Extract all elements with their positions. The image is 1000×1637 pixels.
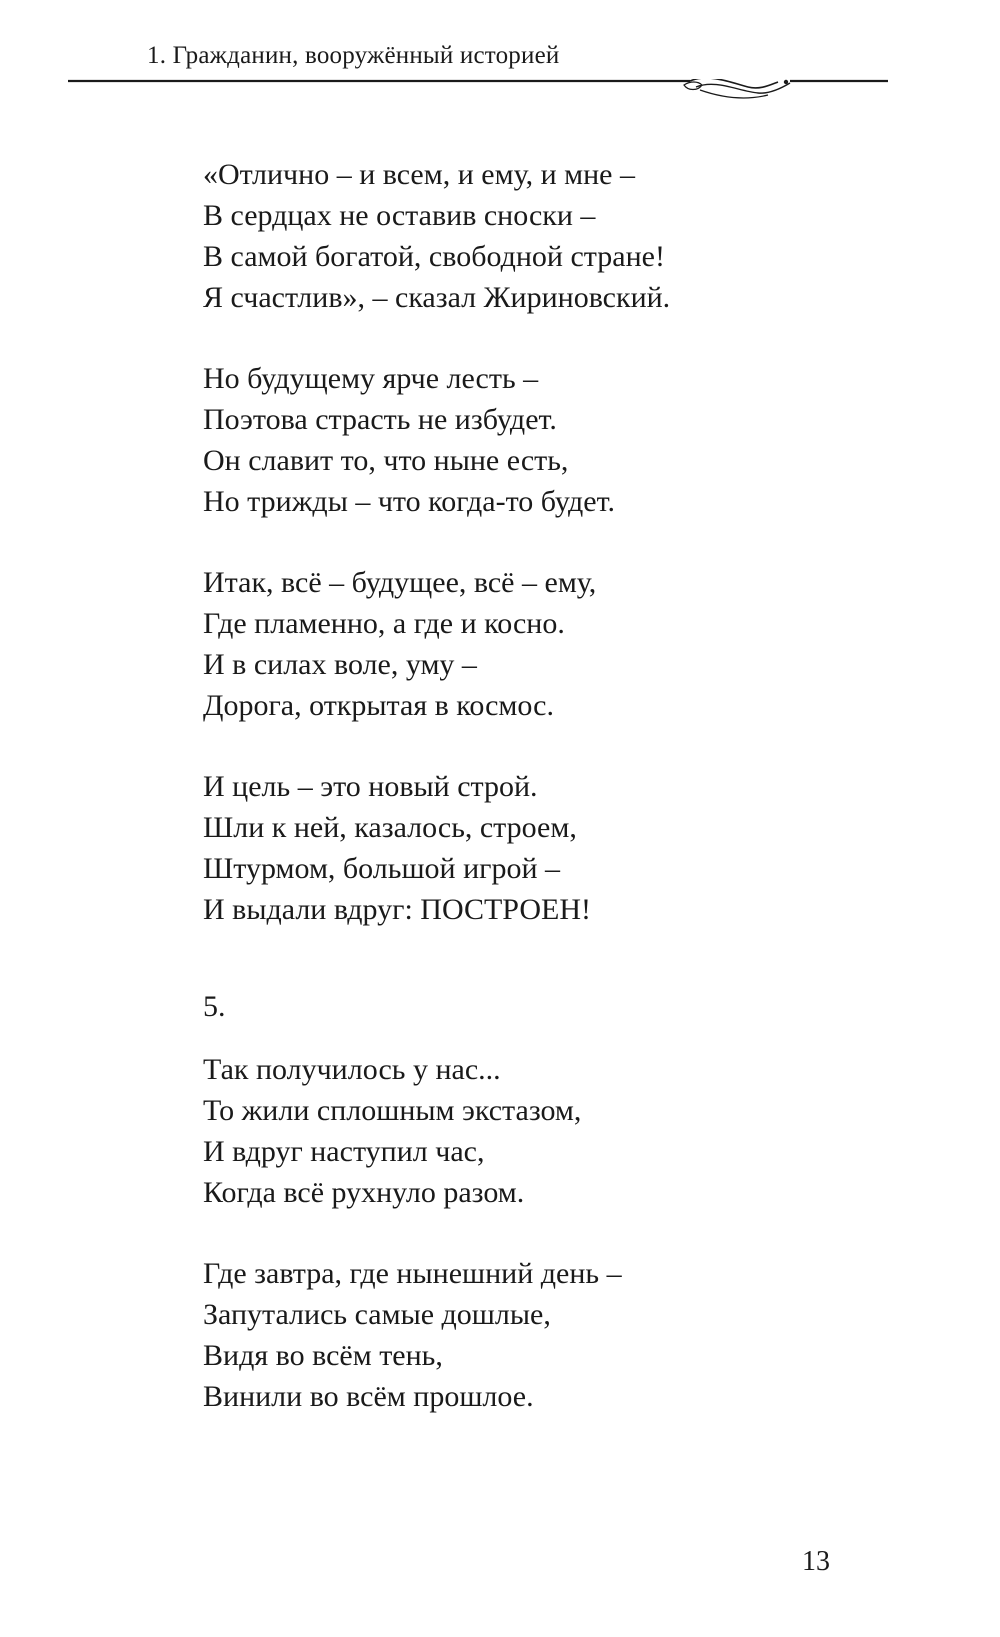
poem-line: Когда всё рухнуло разом.: [203, 1176, 525, 1209]
running-title: 1. Гражданин, вооружённый историей: [147, 42, 560, 69]
poem-line: Дорога, открытая в космос.: [203, 689, 554, 722]
poem-line: В сердцах не оставив сноски –: [203, 199, 596, 232]
poem-line: Но будущему ярче лесть –: [203, 362, 539, 395]
poem-line: Шли к ней, казалось, строем,: [203, 811, 577, 844]
poem-line: Поэтова страсть не избудет.: [203, 403, 557, 436]
poem-line: Где завтра, где нынешний день –: [203, 1257, 622, 1290]
poem-line: Я счастлив», – сказал Жириновский.: [203, 281, 671, 314]
stanza: [203, 562, 843, 726]
stanza: [203, 1049, 843, 1213]
poem-line: И выдали вдруг: ПОСТРОЕН!: [203, 893, 592, 926]
poem-line: Винили во всём прошлое.: [203, 1380, 534, 1413]
poem-body: [203, 154, 843, 1457]
poem-line: Видя во всём тень,: [203, 1339, 443, 1372]
poem-line: «Отлично – и всем, и ему, и мне –: [203, 158, 635, 191]
page-header: [68, 38, 888, 98]
poem-line: В самой богатой, свободной стране!: [203, 240, 665, 273]
poem-line: Но трижды – что когда-то будет.: [203, 485, 615, 518]
poem-line: И вдруг наступил час,: [203, 1135, 485, 1168]
stanza: [203, 358, 843, 522]
poem-line: И цель – это новый строй.: [203, 770, 538, 803]
poem-line: Штурмом, большой игрой –: [203, 852, 561, 885]
poem-line: То жили сплошным экстазом,: [203, 1094, 582, 1127]
stanza: [203, 154, 843, 318]
stanza: [203, 766, 843, 930]
poem-line: Где пламенно, а где и косно.: [203, 607, 565, 640]
poem-line: Он славит то, что ныне есть,: [203, 444, 569, 477]
page-number: 13: [802, 1546, 830, 1577]
poem-line: И в силах воле, уму –: [203, 648, 477, 681]
poem-line: Так получилось у нас...: [203, 1053, 501, 1086]
stanza: [203, 1253, 843, 1417]
section-number: 5.: [203, 990, 226, 1023]
poem-line: Итак, всё – будущее, всё – ему,: [203, 566, 597, 599]
ornamental-rule-icon: [68, 79, 888, 109]
poem-line: Запутались самые дошлые,: [203, 1298, 551, 1331]
